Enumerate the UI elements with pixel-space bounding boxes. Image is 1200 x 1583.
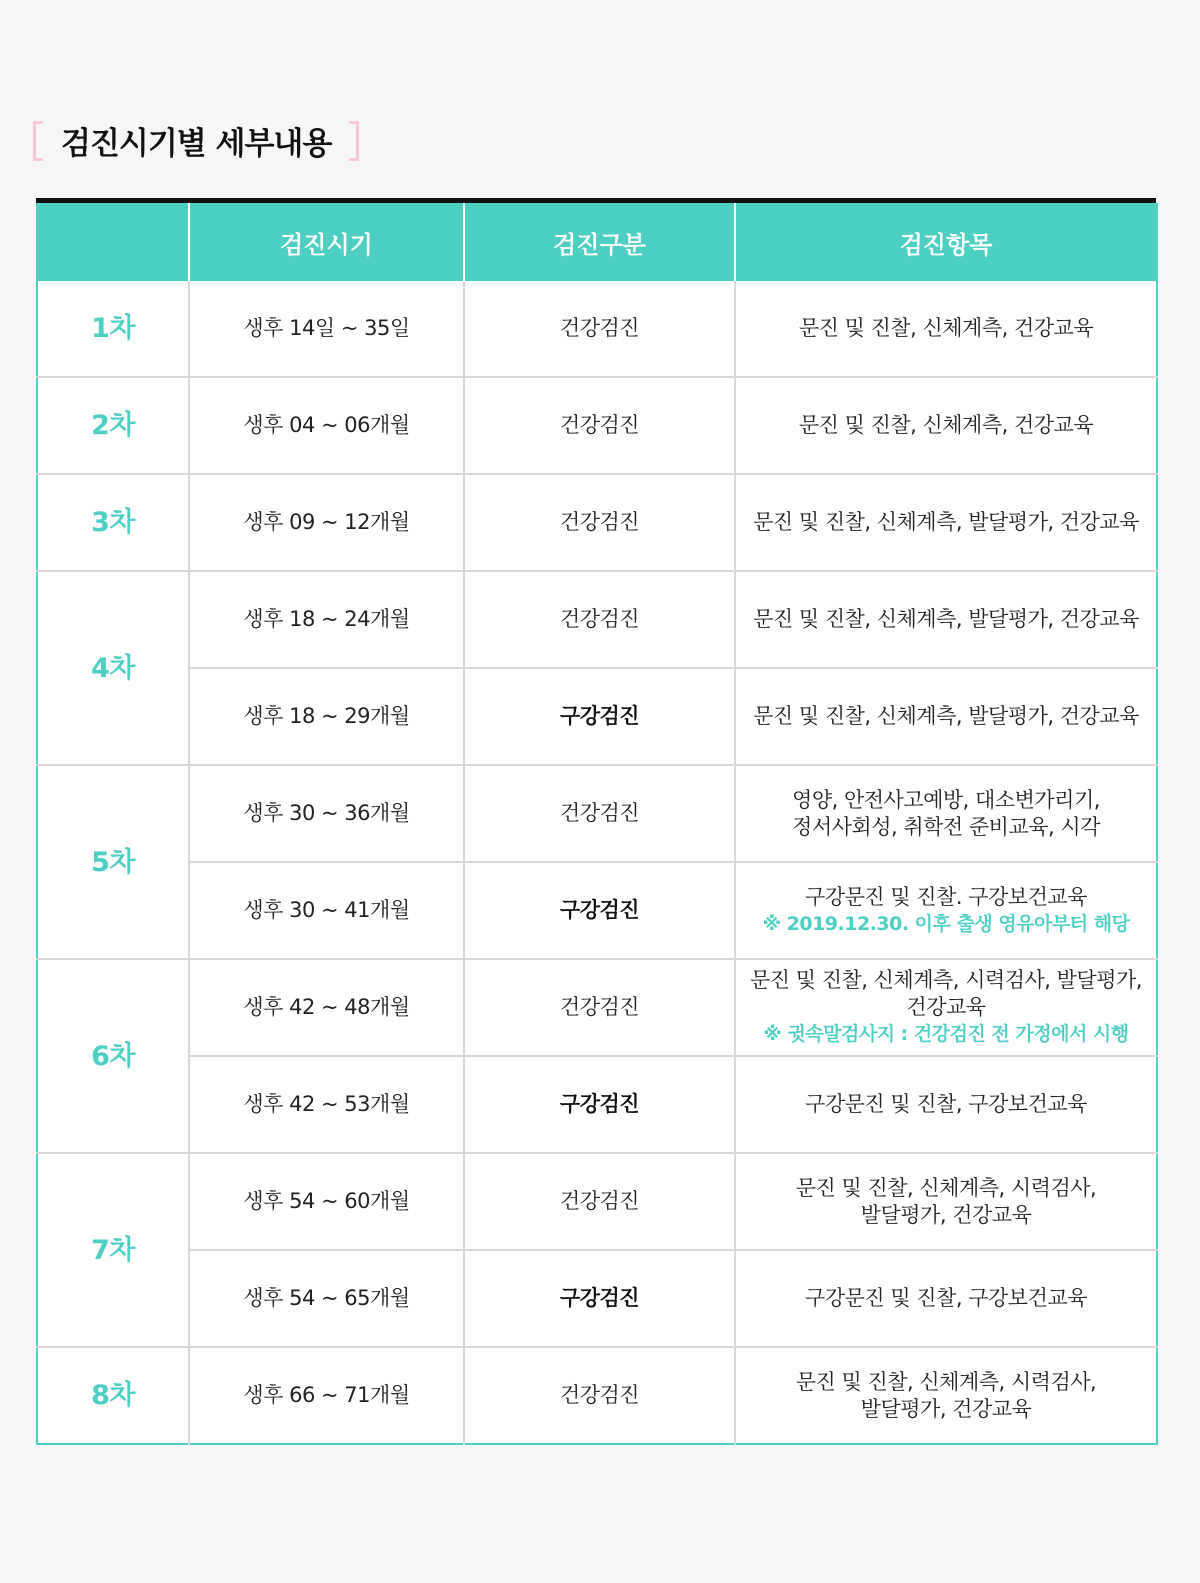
items-cell [735, 1153, 1157, 1250]
items-line: 문진 및 진찰, 신체계측, 발달평가, 건강교육 [753, 510, 1139, 534]
checkup-schedule-table-wrap [36, 198, 1156, 1445]
table-row [37, 668, 1157, 765]
table-row [37, 959, 1157, 1056]
items-cell [735, 862, 1157, 959]
round-cell: 5차 [37, 765, 189, 959]
table-row [37, 1153, 1157, 1250]
items-cell [735, 668, 1157, 765]
type-cell: 구강검진 [464, 862, 735, 959]
items-cell [735, 571, 1157, 668]
items-line: 구강문진 및 진찰, 구강보건교육 [805, 1092, 1087, 1116]
period-cell: 생후 18 ~ 29개월 [189, 668, 464, 765]
items-line: 문진 및 진찰, 신체계측, 발달평가, 건강교육 [753, 607, 1139, 631]
table-row [37, 377, 1157, 474]
period-cell: 생후 18 ~ 24개월 [189, 571, 464, 668]
checkup-schedule-table [36, 203, 1158, 1445]
type-cell: 건강검진 [464, 281, 735, 377]
period-cell: 생후 09 ~ 12개월 [189, 474, 464, 571]
items-cell [735, 281, 1157, 377]
round-cell: 8차 [37, 1347, 189, 1444]
items-cell [735, 765, 1157, 862]
title-bracket-right [349, 121, 359, 161]
type-cell: 구강검진 [464, 668, 735, 765]
items-cell [735, 1056, 1157, 1153]
type-cell: 건강검진 [464, 474, 735, 571]
items-line: 문진 및 진찰, 신체계측, 건강교육 [798, 413, 1094, 437]
period-cell: 생후 42 ~ 48개월 [189, 959, 464, 1056]
items-line: 문진 및 진찰, 신체계측, 시력검사, [795, 1175, 1097, 1200]
table-row [37, 1056, 1157, 1153]
items-cell [735, 474, 1157, 571]
round-cell: 2차 [37, 377, 189, 474]
items-cell [735, 959, 1157, 1056]
type-cell: 구강검진 [464, 1056, 735, 1153]
type-cell: 건강검진 [464, 571, 735, 668]
period-cell: 생후 04 ~ 06개월 [189, 377, 464, 474]
items-line: 발달평가, 건강교육 [860, 1396, 1032, 1421]
table-row [37, 571, 1157, 668]
type-cell: 건강검진 [464, 765, 735, 862]
section-title-text: 검진시기별 세부내용 [61, 126, 332, 162]
header-round [37, 203, 189, 281]
type-cell: 건강검진 [464, 377, 735, 474]
items-note: ※ 귓속말검사지 : 건강검진 전 가정에서 시행 [763, 1023, 1129, 1045]
table-header-row [37, 203, 1157, 281]
period-cell: 생후 14일 ~ 35일 [189, 281, 464, 377]
header-type: 검진구분 [464, 203, 735, 281]
items-line: 발달평가, 건강교육 [860, 1202, 1032, 1227]
period-cell: 생후 66 ~ 71개월 [189, 1347, 464, 1444]
table-row [37, 281, 1157, 377]
round-cell: 1차 [91, 313, 135, 344]
period-cell: 생후 54 ~ 60개월 [189, 1153, 464, 1250]
items-cell [735, 1250, 1157, 1347]
period-cell: 생후 42 ~ 53개월 [189, 1056, 464, 1153]
round-cell: 4차 [37, 571, 189, 765]
items-line: 건강교육 [906, 995, 986, 1019]
period-cell: 생후 30 ~ 36개월 [189, 765, 464, 862]
table-row [37, 765, 1157, 862]
table-row [37, 1347, 1157, 1444]
type-cell: 건강검진 [464, 1153, 735, 1250]
items-note: ※ 2019.12.30. 이후 출생 영유아부터 해당 [762, 912, 1130, 935]
section-title [33, 118, 359, 163]
items-line: 영양, 안전사고예방, 대소변가리기, [792, 787, 1100, 812]
header-period: 검진시기 [189, 203, 464, 281]
type-cell: 구강검진 [464, 1250, 735, 1347]
items-cell [735, 1347, 1157, 1444]
items-line: 문진 및 진찰, 신체계측, 건강교육 [798, 316, 1094, 340]
table-row [37, 1250, 1157, 1347]
period-cell: 생후 54 ~ 65개월 [189, 1250, 464, 1347]
round-cell: 3차 [37, 474, 189, 571]
items-cell [735, 377, 1157, 474]
table-row [37, 862, 1157, 959]
type-cell: 건강검진 [464, 1347, 735, 1444]
type-cell: 건강검진 [464, 959, 735, 1056]
title-bracket-left [33, 121, 43, 161]
items-line: 문진 및 진찰, 신체계측, 시력검사, 발달평가, [750, 968, 1142, 992]
header-items: 검진항목 [735, 203, 1157, 281]
items-line: 문진 및 진찰, 신체계측, 시력검사, [795, 1369, 1097, 1394]
table-row [37, 474, 1157, 571]
items-line: 정서사회성, 취학전 준비교육, 시각 [792, 814, 1100, 839]
items-line: 문진 및 진찰, 신체계측, 발달평가, 건강교육 [753, 704, 1139, 728]
round-cell: 7차 [37, 1153, 189, 1347]
items-line: 구강문진 및 진찰, 구강보건교육 [805, 1286, 1087, 1310]
items-line: 구강문진 및 진찰. 구강보건교육 [805, 884, 1087, 909]
round-cell: 6차 [37, 959, 189, 1153]
period-cell: 생후 30 ~ 41개월 [189, 862, 464, 959]
